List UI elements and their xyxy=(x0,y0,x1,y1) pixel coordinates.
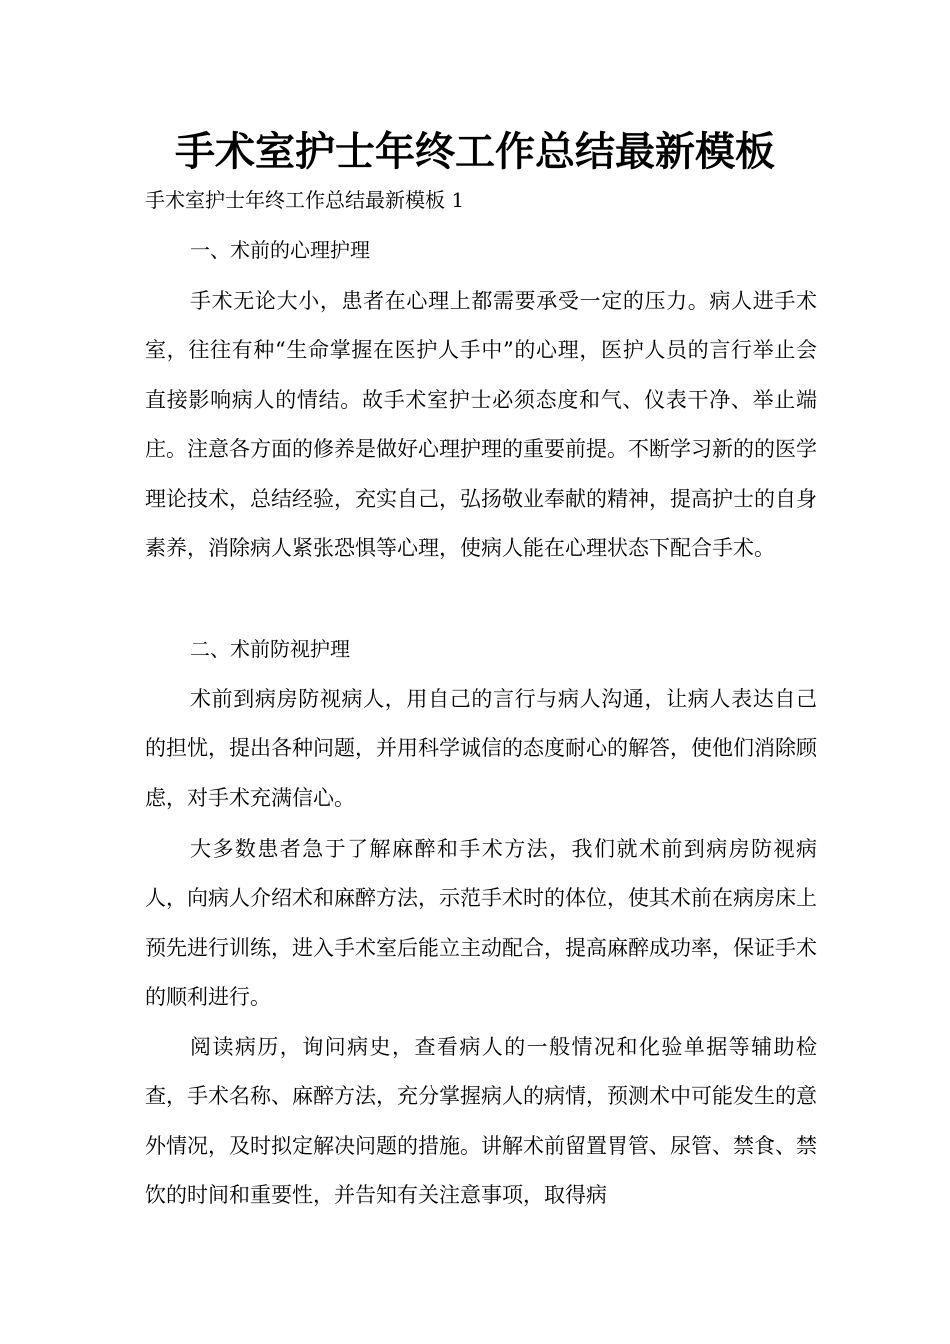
document-subtitle: 手术室护士年终工作总结最新模板 1 xyxy=(145,188,465,212)
section-heading-1: 一、术前的心理护理 xyxy=(190,238,370,262)
section2-paragraph-1: 术前到病房防视病人，用自己的言行与病人沟通，让病人表达自己的担忧，提出各种问题，并用科学诚信的态度耐心的解答，使他们消除顾虑，对手术充满信心。 xyxy=(145,687,817,810)
section1-paragraph-1: 手术无论大小，患者在心理上都需要承受一定的压力。病人进手术室，往往有种“生命掌握在医护人手中”的心理，医护人员的言行举止会直接影响病人的情结。故手术室护士必须态度和气、仪表干净、举止端庄。注意各方面的修养是做好心理护理的重要前提。不断学习新的的医学理论技术，总结经验，充实自己，弘扬敬业奉献的精神，提高护士的自身素养，消除病人紧张恐惧等心理，使病人能在心理状态下配合手术。 xyxy=(145,289,817,561)
document-title: 手术室护士年终工作总结最新模板 xyxy=(175,129,775,175)
section2-paragraph-2: 大多数患者急于了解麻醉和手术方法，我们就术前到病房防视病人，向病人介绍术和麻醉方法，示范手术时的体位，使其术前在病房床上预先进行训练，进入手术室后能立主动配合，提高麻醉成功率，保证手术的顺利进行。 xyxy=(145,837,817,1010)
section-heading-2: 二、术前防视护理 xyxy=(190,637,350,661)
section2-paragraph-3: 阅读病历，询问病史，查看病人的一般情况和化验单据等辅助检查，手术名称、麻醉方法，充分掌握病人的病情，预测术中可能发生的意外情况，及时拟定解决问题的措施。讲解术前留置胃管、尿管、禁食、禁饮的时间和重要性，并告知有关注意事项，取得病 xyxy=(145,1035,817,1208)
